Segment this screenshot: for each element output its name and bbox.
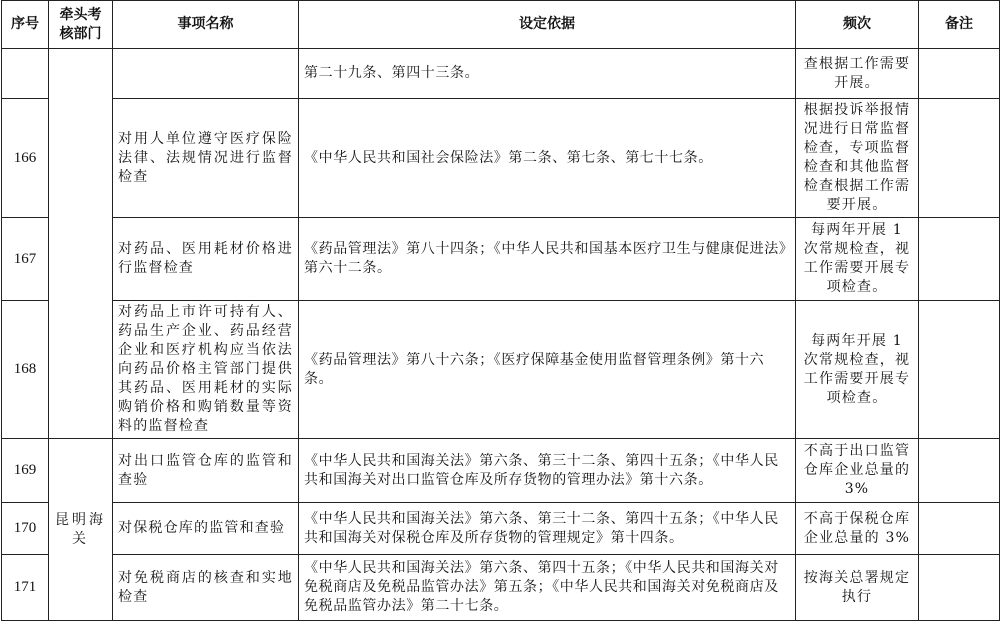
row-item: 对用人单位遵守医疗保险法律、法规情况进行监督检查: [113, 99, 299, 218]
row-basis: 《中华人民共和国海关法》第六条、第四十五条；《中华人民共和国海关对免税商店及免税品监管办法》第五条；《中华人民共和国海关对免税商店及免税品监管办法》第二十七条。: [299, 555, 796, 621]
row-note: [919, 503, 1000, 555]
row-frequency: 每两年开展 1 次常规检查，视工作需要开展专项检查。: [796, 301, 919, 439]
inspection-items-table: [1, 0, 1000, 621]
row-basis: 《中华人民共和国海关法》第六条、第三十二条、第四十五条；《中华人民共和国海关对保税仓库及所存货物的管理规定》第十四条。: [299, 503, 796, 555]
table-row: [2, 218, 1000, 301]
row-frequency: 每两年开展 1 次常规检查，视工作需要开展专项检查。: [796, 218, 919, 301]
row-basis: 《药品管理法》第八十六条；《医疗保障基金使用监督管理条例》第十六条。: [299, 301, 796, 439]
table-row: [2, 555, 1000, 621]
row-frequency: 根据投诉举报情况进行日常监督检查，专项监督检查和其他监督检查根据工作需要开展。: [796, 99, 919, 218]
header-item: 事项名称: [113, 1, 299, 49]
row-number: 169: [2, 439, 49, 503]
row-item: 对药品上市许可持有人、药品生产企业、药品经营企业和医疗机构应当依法向药品价格主管部门提供其药品、医用耗材的实际购销价格和购销数量等资料的监督检查: [113, 301, 299, 439]
header-note: 备注: [919, 1, 1000, 49]
row-item: 对药品、医用耗材价格进行监督检查: [113, 218, 299, 301]
table-row: [2, 503, 1000, 555]
row-note: [919, 99, 1000, 218]
header-basis: 设定依据: [299, 1, 796, 49]
table-row: [2, 49, 1000, 99]
row-item: 对出口监管仓库的监管和查验: [113, 439, 299, 503]
dept-cell-customs: 昆明海关: [49, 439, 113, 621]
header-seq: 序号: [2, 1, 49, 49]
row-basis: 《中华人民共和国社会保险法》第二条、第七条、第七十七条。: [299, 99, 796, 218]
row-frequency: 不高于保税仓库企业总量的 3%: [796, 503, 919, 555]
row-item: 对保税仓库的监管和查验: [113, 503, 299, 555]
table-row: [2, 301, 1000, 439]
table-row: [2, 99, 1000, 218]
row-basis: 《中华人民共和国海关法》第六条、第三十二条、第四十五条；《中华人民共和国海关对出口监管仓库及所存货物的管理办法》第十六条。: [299, 439, 796, 503]
row-number: 166: [2, 99, 49, 218]
row-frequency: 查根据工作需要开展。: [796, 49, 919, 99]
row-basis: 第二十九条、第四十三条。: [299, 49, 796, 99]
row-note: [919, 439, 1000, 503]
row-basis: 《药品管理法》第八十四条；《中华人民共和国基本医疗卫生与健康促进法》第六十二条。: [299, 218, 796, 301]
row-number: [2, 49, 49, 99]
row-note: [919, 49, 1000, 99]
row-item: [113, 49, 299, 99]
row-note: [919, 555, 1000, 621]
dept-cell-empty: [49, 49, 113, 439]
row-number: 168: [2, 301, 49, 439]
table-row: [2, 439, 1000, 503]
row-note: [919, 301, 1000, 439]
row-frequency: 不高于出口监管仓库企业总量的 3%: [796, 439, 919, 503]
table-header-row: [2, 1, 1000, 49]
row-number: 171: [2, 555, 49, 621]
row-item: 对免税商店的核查和实地检查: [113, 555, 299, 621]
row-number: 167: [2, 218, 49, 301]
row-note: [919, 218, 1000, 301]
row-number: 170: [2, 503, 49, 555]
row-frequency: 按海关总署规定执行: [796, 555, 919, 621]
header-dept: 牵头考核部门: [49, 1, 113, 49]
header-freq: 频次: [796, 1, 919, 49]
